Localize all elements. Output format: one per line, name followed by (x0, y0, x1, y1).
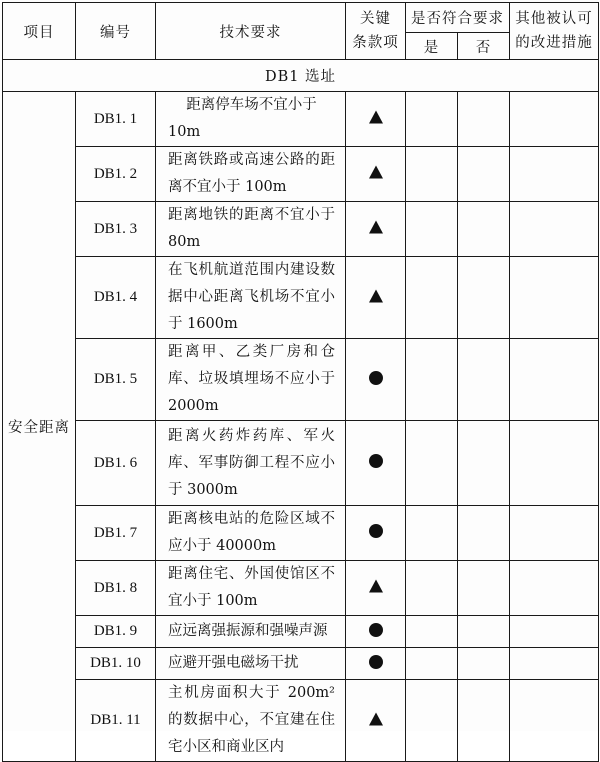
header-row-1 (3, 3, 599, 33)
header-code: 编号 (76, 3, 156, 60)
compliance-no-cell (458, 506, 510, 561)
filled-circle-icon (368, 654, 384, 670)
header-yes: 是 (406, 33, 458, 60)
table-row (3, 421, 599, 506)
table-row (3, 616, 599, 648)
key-clause-mark (346, 506, 406, 561)
clause-code: DB1. 10 (76, 648, 156, 680)
filled-triangle-icon (368, 219, 384, 235)
key-clause-mark (346, 561, 406, 616)
other-measures-cell (510, 92, 599, 147)
other-measures-cell (510, 561, 599, 616)
clause-code: DB1. 11 (76, 680, 156, 762)
compliance-no-cell (458, 680, 510, 762)
requirement-text: 距离甲、乙类厂房和仓库、垃圾填埋场不应小于 2000m (156, 339, 346, 421)
table-row (3, 92, 599, 147)
key-clause-mark (346, 680, 406, 762)
compliance-yes-cell (406, 680, 458, 762)
table-row (3, 339, 599, 421)
key-clause-mark (346, 202, 406, 257)
requirement-text: 距离核电站的危险区域不应小于 40000m (156, 506, 346, 561)
compliance-yes-cell (406, 506, 458, 561)
other-measures-cell (510, 147, 599, 202)
header-item: 项目 (3, 3, 76, 60)
header-key-clause (346, 3, 406, 60)
filled-circle-icon (368, 370, 384, 386)
requirement-text: 距离地铁的距离不宜小于 80m (156, 202, 346, 257)
header-no: 否 (458, 33, 510, 60)
clause-code: DB1. 5 (76, 339, 156, 421)
key-clause-mark (346, 147, 406, 202)
filled-circle-icon (368, 523, 384, 539)
filled-triangle-icon (368, 288, 384, 304)
requirement-text: 距离住宅、外国使馆区不宜小于 100m (156, 561, 346, 616)
requirement-text: 应避开强电磁场干扰 (156, 648, 346, 680)
other-measures-cell (510, 616, 599, 648)
key-clause-mark (346, 421, 406, 506)
clause-code: DB1. 9 (76, 616, 156, 648)
compliance-yes-cell (406, 648, 458, 680)
compliance-yes-cell (406, 92, 458, 147)
filled-triangle-icon (368, 711, 384, 727)
compliance-no-cell (458, 257, 510, 339)
table-row (3, 561, 599, 616)
compliance-no-cell (458, 648, 510, 680)
compliance-yes-cell (406, 202, 458, 257)
compliance-no-cell (458, 147, 510, 202)
other-measures-cell (510, 648, 599, 680)
clause-code: DB1. 2 (76, 147, 156, 202)
clause-code: DB1. 4 (76, 257, 156, 339)
other-measures-cell (510, 339, 599, 421)
clause-code: DB1. 7 (76, 506, 156, 561)
section-title: DB1 选址 (3, 60, 599, 92)
key-clause-mark (346, 339, 406, 421)
requirement-text: 距离停车场不宜小于 10m (156, 92, 346, 147)
other-measures-cell (510, 257, 599, 339)
requirement-text: 应远离强振源和强噪声源 (156, 616, 346, 648)
table-row (3, 202, 599, 257)
other-measures-cell (510, 506, 599, 561)
compliance-no-cell (458, 616, 510, 648)
filled-triangle-icon (368, 164, 384, 180)
header-key-line2: 条款项 (352, 35, 399, 51)
table-row (3, 506, 599, 561)
header-other-line2: 的改进措施 (515, 35, 593, 51)
table-row (3, 257, 599, 339)
section-row (3, 60, 599, 92)
requirement-text: 距离铁路或高速公路的距离不宜小于 100m (156, 147, 346, 202)
compliance-no-cell (458, 202, 510, 257)
filled-circle-icon (368, 622, 384, 638)
filled-circle-icon (368, 453, 384, 469)
header-key-line1: 关键 (360, 11, 391, 27)
compliance-yes-cell (406, 339, 458, 421)
compliance-yes-cell (406, 147, 458, 202)
header-requirement: 技术要求 (156, 3, 346, 60)
compliance-no-cell (458, 339, 510, 421)
requirement-text: 距离火药炸药库、军火库、军事防御工程不应小于 3000m (156, 421, 346, 506)
other-measures-cell (510, 680, 599, 762)
header-other-line1: 其他被认可 (515, 11, 593, 27)
compliance-yes-cell (406, 561, 458, 616)
requirements-table (2, 2, 599, 762)
header-other-measures (510, 3, 599, 60)
key-clause-mark (346, 257, 406, 339)
compliance-yes-cell (406, 421, 458, 506)
compliance-yes-cell (406, 616, 458, 648)
clause-code: DB1. 1 (76, 92, 156, 147)
table-row (3, 147, 599, 202)
table-row (3, 648, 599, 680)
other-measures-cell (510, 202, 599, 257)
compliance-no-cell (458, 421, 510, 506)
key-clause-mark (346, 92, 406, 147)
compliance-no-cell (458, 561, 510, 616)
requirement-text: 在飞机航道范围内建设数据中心距离飞机场不宜小于 1600m (156, 257, 346, 339)
table-row (3, 680, 599, 762)
key-clause-mark (346, 616, 406, 648)
requirement-text: 主机房面积大于 200m² 的数据中心，不宜建在住宅小区和商业区内 (156, 680, 346, 762)
clause-code: DB1. 3 (76, 202, 156, 257)
filled-triangle-icon (368, 109, 384, 125)
compliance-no-cell (458, 92, 510, 147)
key-clause-mark (346, 648, 406, 680)
compliance-yes-cell (406, 257, 458, 339)
clause-code: DB1. 6 (76, 421, 156, 506)
clause-code: DB1. 8 (76, 561, 156, 616)
filled-triangle-icon (368, 578, 384, 594)
category-cell: 安全距离 (3, 92, 76, 762)
header-compliance: 是否符合要求 (406, 3, 510, 33)
other-measures-cell (510, 421, 599, 506)
